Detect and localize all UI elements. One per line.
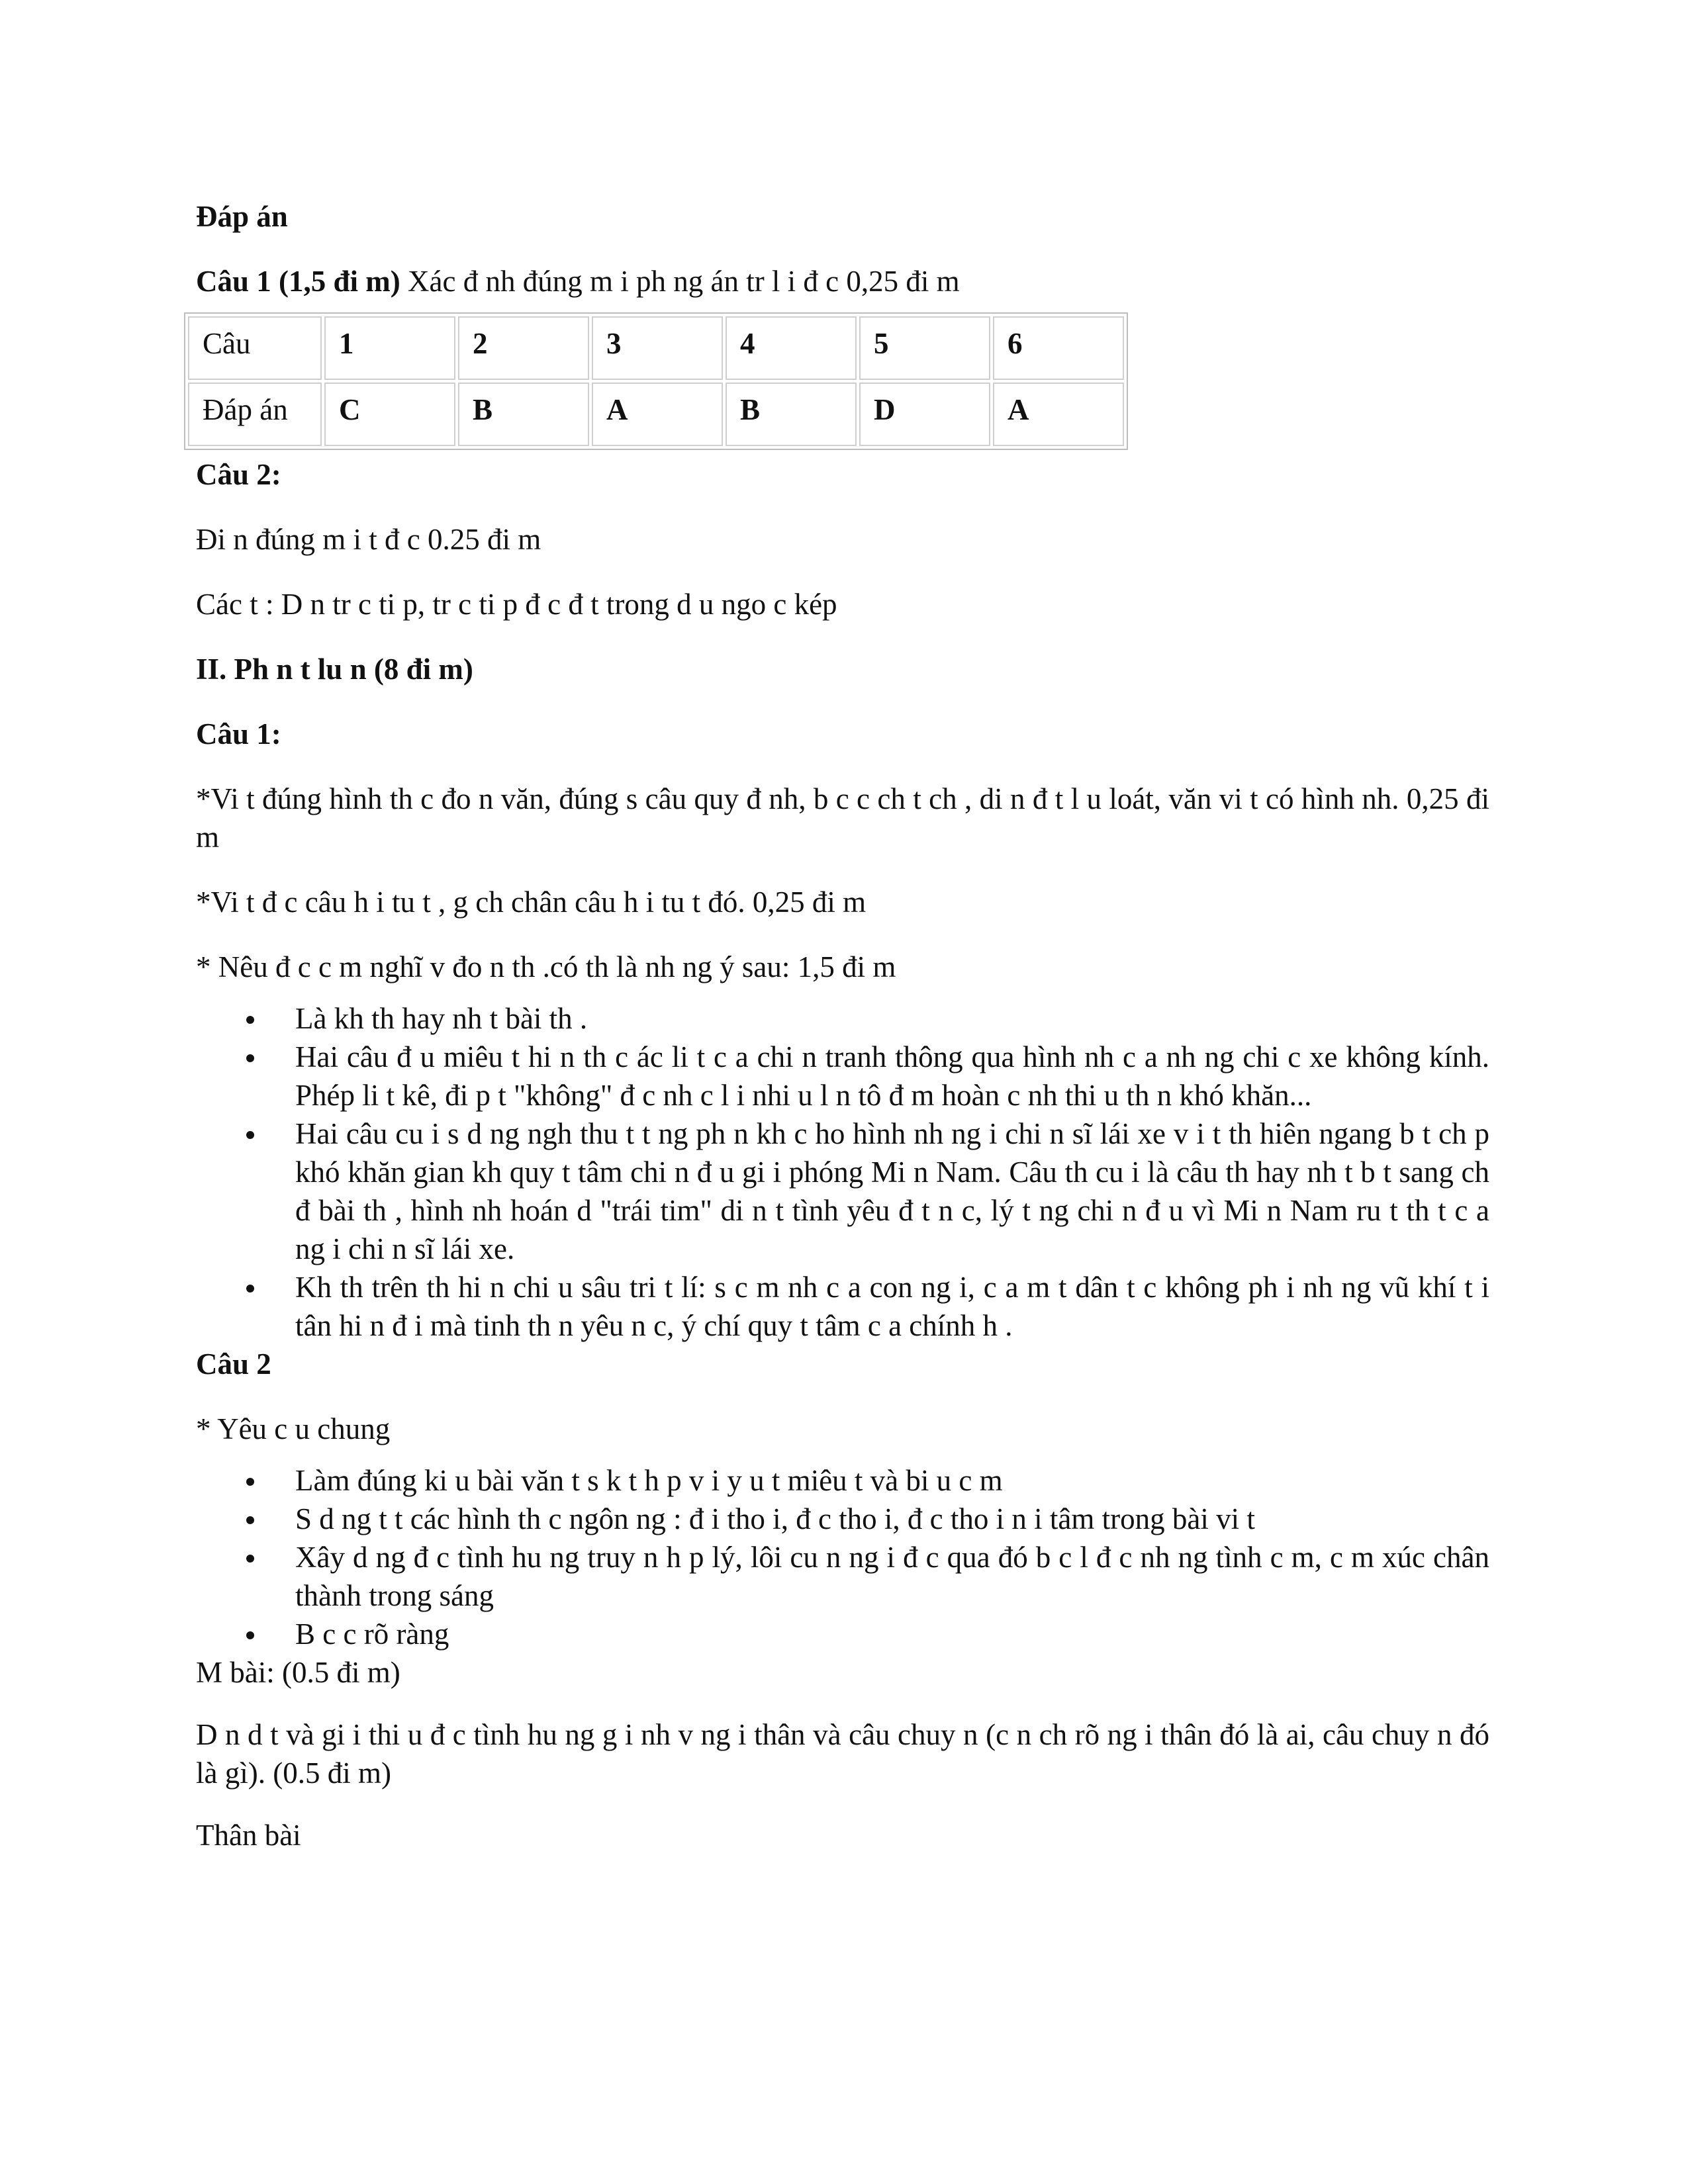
than-bai: Thân bài xyxy=(196,1819,301,1852)
table-cell: 6 xyxy=(993,316,1124,380)
cau1-label: Câu 1 (1,5 đi m) xyxy=(196,265,400,298)
table-cell: A xyxy=(993,383,1124,446)
bullet-list-1 xyxy=(196,999,1489,1345)
list-item: Hai câu đ u miêu t hi n th c ác li t c a chi n tranh thông qua hình nh c a nh ng chi c xe không kính. Phép li t kê, đi p t "không" đ c nh c l i nhi u l n tô đ m hoàn c nh thi u th n khó khăn... xyxy=(196,1038,1489,1115)
list-item: S d ng t t các hình th c ngôn ng : đ i tho i, đ c tho i, đ c tho i n i tâm trong bài vi t xyxy=(196,1500,1489,1538)
cau1-instruction xyxy=(196,262,1489,300)
heading-dap-an: Đáp án xyxy=(196,200,288,233)
cau1-text: Xác đ nh đúng m i ph ng án tr l i đ c 0,25 đi m xyxy=(408,265,960,298)
table-cell: C xyxy=(324,383,455,446)
mo-bai-detail: D n d t và gi i thi u đ c tình hu ng g i nh v ng i thân và câu chuy n (c n ch rõ ng i thân đó là ai, câu chuy n đó là gì). (0.5 đi m) xyxy=(196,1718,1489,1790)
list-item: Kh th trên th hi n chi u sâu tri t lí: s c m nh c a con ng i, c a m t dân t c không ph i nh ng vũ khí t i tân hi n đ i mà tinh th n yêu n c, ý chí quy t tâm c a chính h . xyxy=(196,1268,1489,1345)
table-cell: Đáp án xyxy=(188,383,322,446)
table-row-header xyxy=(188,316,1124,380)
list-item: Là kh th hay nh t bài th . xyxy=(196,999,1489,1038)
table-cell: B xyxy=(458,383,589,446)
mo-bai: M bài: (0.5 đi m) xyxy=(196,1656,400,1689)
list-item: Làm đúng ki u bài văn t s k t h p v i y u t miêu t và bi u c m xyxy=(196,1461,1489,1500)
table-cell: Câu xyxy=(188,316,322,380)
table-cell: 3 xyxy=(592,316,723,380)
answer-table xyxy=(184,312,1128,450)
bullet-list-2 xyxy=(196,1461,1489,1653)
criteria-3: * Nêu đ c c m nghĩ v đo n th .có th là nh ng ý sau: 1,5 đi m xyxy=(196,950,896,983)
table-cell: 5 xyxy=(859,316,990,380)
part2-cau1-heading: Câu 1: xyxy=(196,717,281,751)
list-item: Xây d ng đ c tình hu ng truy n h p lý, lôi cu n ng i đ c qua đó b c l đ c nh ng tình c m, c m xúc chân thành trong sáng xyxy=(196,1538,1489,1615)
section-ii-heading: II. Ph n t lu n (8 đi m) xyxy=(196,653,473,686)
list-item: B c c rõ ràng xyxy=(196,1615,1489,1653)
table-cell: B xyxy=(726,383,857,446)
criteria-1: *Vi t đúng hình th c đo n văn, đúng s câu quy đ nh, b c c ch t ch , di n đ t l u loát, văn vi t có hình nh. 0,25 đi m xyxy=(196,782,1489,854)
table-cell: 4 xyxy=(726,316,857,380)
list-item: Hai câu cu i s d ng ngh thu t t ng ph n kh c ho hình nh ng i chi n sĩ lái xe v i t th hiên ngang b t ch p khó khăn gian kh quy t tâm chi n đ u gi i phóng Mi n Nam. Câu th cu i là câu th hay nh t b t sang ch đ bài th , hình nh hoán d "trái tim" di n t tình yêu đ t n c, lý t ng chi n đ u vì Mi n Nam ru t th t c a ng i chi n sĩ lái xe. xyxy=(196,1115,1489,1268)
cau2-line2: Các t : D n tr c ti p, tr c ti p đ c đ t trong d u ngo c kép xyxy=(196,588,837,621)
table-row-answers xyxy=(188,383,1124,446)
cau2-heading: Câu 2: xyxy=(196,458,281,491)
cau2-line1: Đi n đúng m i t đ c 0.25 đi m xyxy=(196,523,541,556)
table-cell: 2 xyxy=(458,316,589,380)
table-cell: D xyxy=(859,383,990,446)
table-cell: A xyxy=(592,383,723,446)
part2-cau2-heading: Câu 2 xyxy=(196,1347,271,1381)
document-content xyxy=(196,197,1489,1854)
table-cell: 1 xyxy=(324,316,455,380)
yeu-cau-chung: * Yêu c u chung xyxy=(196,1412,391,1445)
criteria-2: *Vi t đ c câu h i tu t , g ch chân câu h i tu t đó. 0,25 đi m xyxy=(196,886,867,919)
